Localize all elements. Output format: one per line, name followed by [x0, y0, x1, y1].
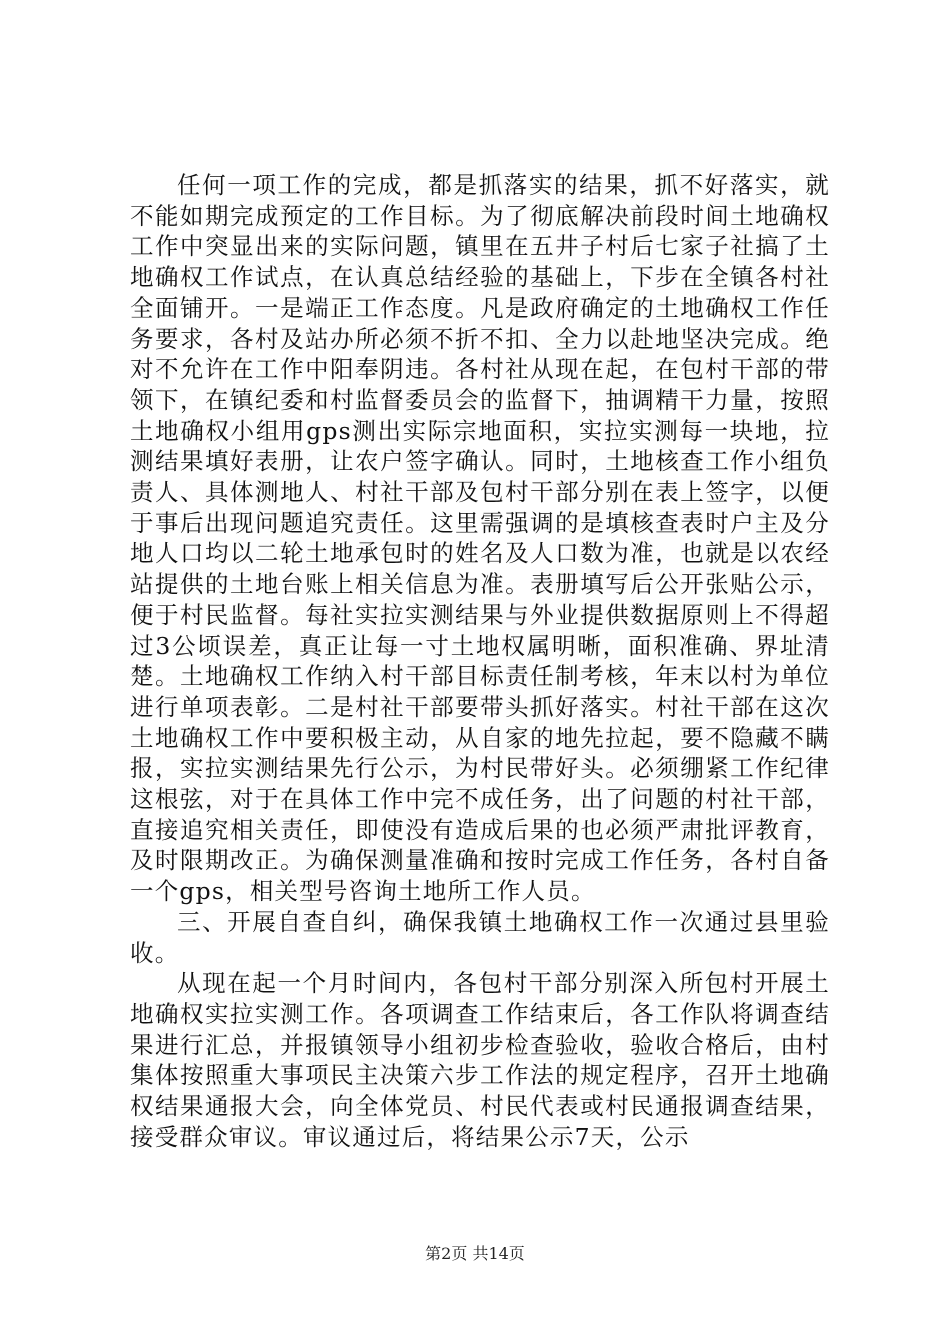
document-body — [130, 170, 830, 1153]
page-number-footer: 第2页 共14页 — [425, 1244, 525, 1263]
paragraph-1: 任何一项工作的完成，都是抓落实的结果，抓不好落实，就不能如期完成预定的工作目标。为了彻底解决前段时间土地确权工作中突显出来的实际问题，镇里在五井子村后七家子社搞了土地确权工作试点，在认真总结经验的基础上，下步在全镇各村社全面铺开。一是端正工作态度。凡是政府确定的土地确权工作任务要求，各村及站办所必须不折不扣、全力以赴地坚决完成。绝对不允许在工作中阳奉阴违。各村社从现在起，在包村干部的带领下，在镇纪委和村监督委员会的监督下，抽调精干力量，按照土地确权小组用gps测出实际宗地面积，实拉实测每一块地，拉测结果填好表册，让农户签字确认。同时，土地核查工作小组负责人、具体测地人、村社干部及包村干部分别在表上签字，以便于事后出现问题追究责任。这里需强调的是填核查表时户主及分地人口均以二轮土地承包时的姓名及人口数为准，也就是以农经站提供的土地台账上相关信息为准。表册填写后公开张贴公示，便于村民监督。每社实拉实测结果与外业提供数据原则上不得超过3公顷误差，真正让每一寸土地权属明晰，面积准确、界址清楚。土地确权工作纳入村干部目标责任制考核，年末以村为单位进行单项表彰。二是村社干部要带头抓好落实。村社干部在这次土地确权工作中要积极主动，从自家的地先拉起，要不隐藏不瞒报，实拉实测结果先行公示，为村民带好头。必须绷紧工作纪律这根弦，对于在具体工作中完不成任务，出了问题的村社干部，直接追究相关责任，即使没有造成后果的也必须严肃批评教育，及时限期改正。为确保测量准确和按时完成工作任务，各村自备一个gps，相关型号咨询土地所工作人员。 — [130, 171, 830, 906]
paragraph-3: 从现在起一个月时间内，各包村干部分别深入所包村开展土地确权实拉实测工作。各项调查工作结束后，各工作队将调查结果进行汇总，并报镇领导小组初步检查验收，验收合格后，由村集体按照重大事项民主决策六步工作法的规定程序，召开土地确权结果通报大会，向全体党员、村民代表或村民通报调查结果，接受群众审议。审议通过后，将结果公示7天，公示 — [130, 969, 830, 1151]
paragraph-2-heading: 三、开展自查自纠，确保我镇土地确权工作一次通过县里验收。 — [130, 907, 830, 967]
